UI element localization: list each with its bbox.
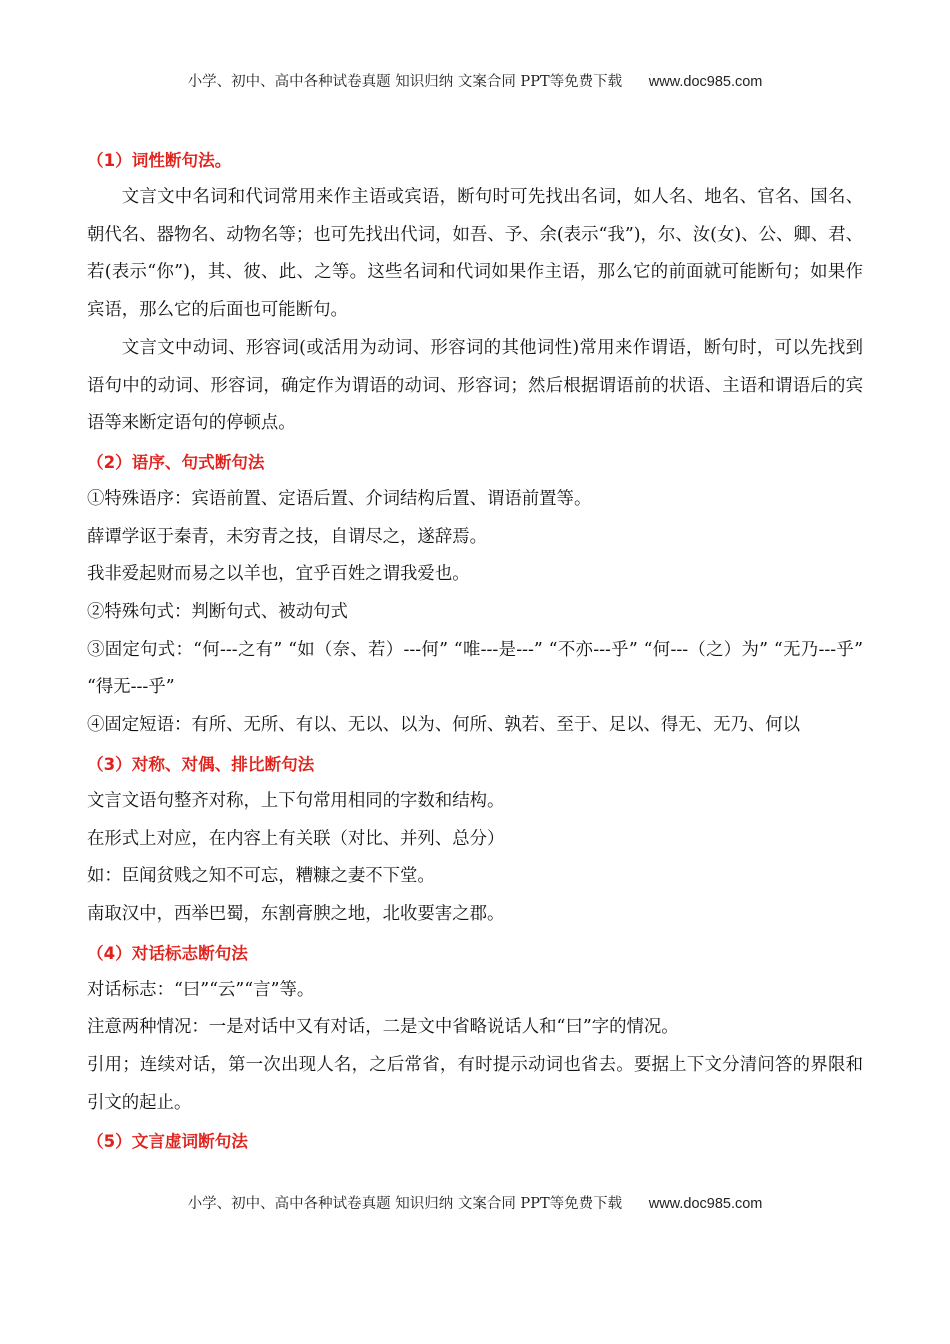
section-heading-1: （1）词性断句法。 (87, 151, 232, 170)
header-url[interactable]: www.doc985.com (648, 74, 763, 90)
paragraph: 文言文中动词、形容词(或活用为动词、形容词的其他词性)常用来作谓语，断句时，可以先找到语句中的动词、形容词，确定作为谓语的动词、形容词；然后根据谓语前的状语、主语和谓语后的宾语等来断定语句的停顿点。 (87, 337, 863, 434)
paragraph: 薛谭学讴于秦青，未穷青之技，自谓尽之，遂辞焉。 (87, 526, 487, 547)
page-footer (0, 1192, 950, 1213)
paragraph: 对话标志：“曰”“云”“言”等。 (87, 979, 315, 1000)
paragraph: ④固定短语：有所、无所、有以、无以、以为、何所、孰若、至于、足以、得无、无乃、何以 (87, 715, 801, 736)
section-heading-4: （4）对话标志断句法 (87, 943, 248, 963)
paragraph: 文言文语句整齐对称，上下句常用相同的字数和结构。 (87, 790, 505, 811)
footer-text: 小学、初中、高中各种试卷真题 知识归纳 文案合同 PPT等免费下载 (187, 1196, 623, 1212)
section-heading-2: （2）语序、句式断句法 (87, 452, 265, 472)
paragraph: 引用；连续对话，第一次出现人名，之后常省，有时提示动词也省去。要据上下文分清问答的界限和引文的起止。 (87, 1055, 863, 1113)
paragraph: 我非爱起财而易之以羊也，宜乎百姓之谓我爱也。 (87, 564, 470, 585)
header-text: 小学、初中、高中各种试卷真题 知识归纳 文案合同 PPT等免费下载 (187, 74, 623, 90)
paragraph: 文言文中名词和代词常用来作主语或宾语，断句时可先找出名词，如人名、地名、官名、国名、朝代名、器物名、动物名等；也可先找出代词，如吾、予、余(表示“我”)，尔、汝(女)、公、卿、君、若(表示“你”)，其、彼、此、之等。这些名词和代词如果作主语，那么它的前面就可能断句；如果作宾语，那么它的后面也可能断句。 (87, 187, 863, 321)
footer-url[interactable]: www.doc985.com (648, 1196, 763, 1212)
document-body (87, 143, 863, 1160)
paragraph: 南取汉中，西举巴蜀，东割膏腴之地，北收要害之郡。 (87, 903, 505, 924)
page-header (0, 70, 950, 91)
section-heading-5: （5）文言虚词断句法 (87, 1132, 248, 1152)
section-heading-3: （3）对称、对偶、排比断句法 (87, 754, 315, 774)
paragraph: ③固定句式：“何---之有” “如（奈、若）---何” “唯---是---” “不亦---乎” “何---（之）为” “无乃---乎” “得无---乎” (87, 639, 863, 698)
paragraph: 注意两种情况：一是对话中又有对话，二是文中省略说话人和“曰”字的情况。 (87, 1017, 679, 1038)
paragraph: ①特殊语序：宾语前置、定语后置、介词结构后置、谓语前置等。 (87, 488, 592, 509)
paragraph: 如：臣闻贫贱之知不可忘，糟糠之妻不下堂。 (87, 866, 435, 887)
paragraph: 在形式上对应，在内容上有关联（对比、并列、总分） (87, 828, 505, 849)
paragraph: ②特殊句式：判断句式、被动句式 (87, 602, 348, 623)
